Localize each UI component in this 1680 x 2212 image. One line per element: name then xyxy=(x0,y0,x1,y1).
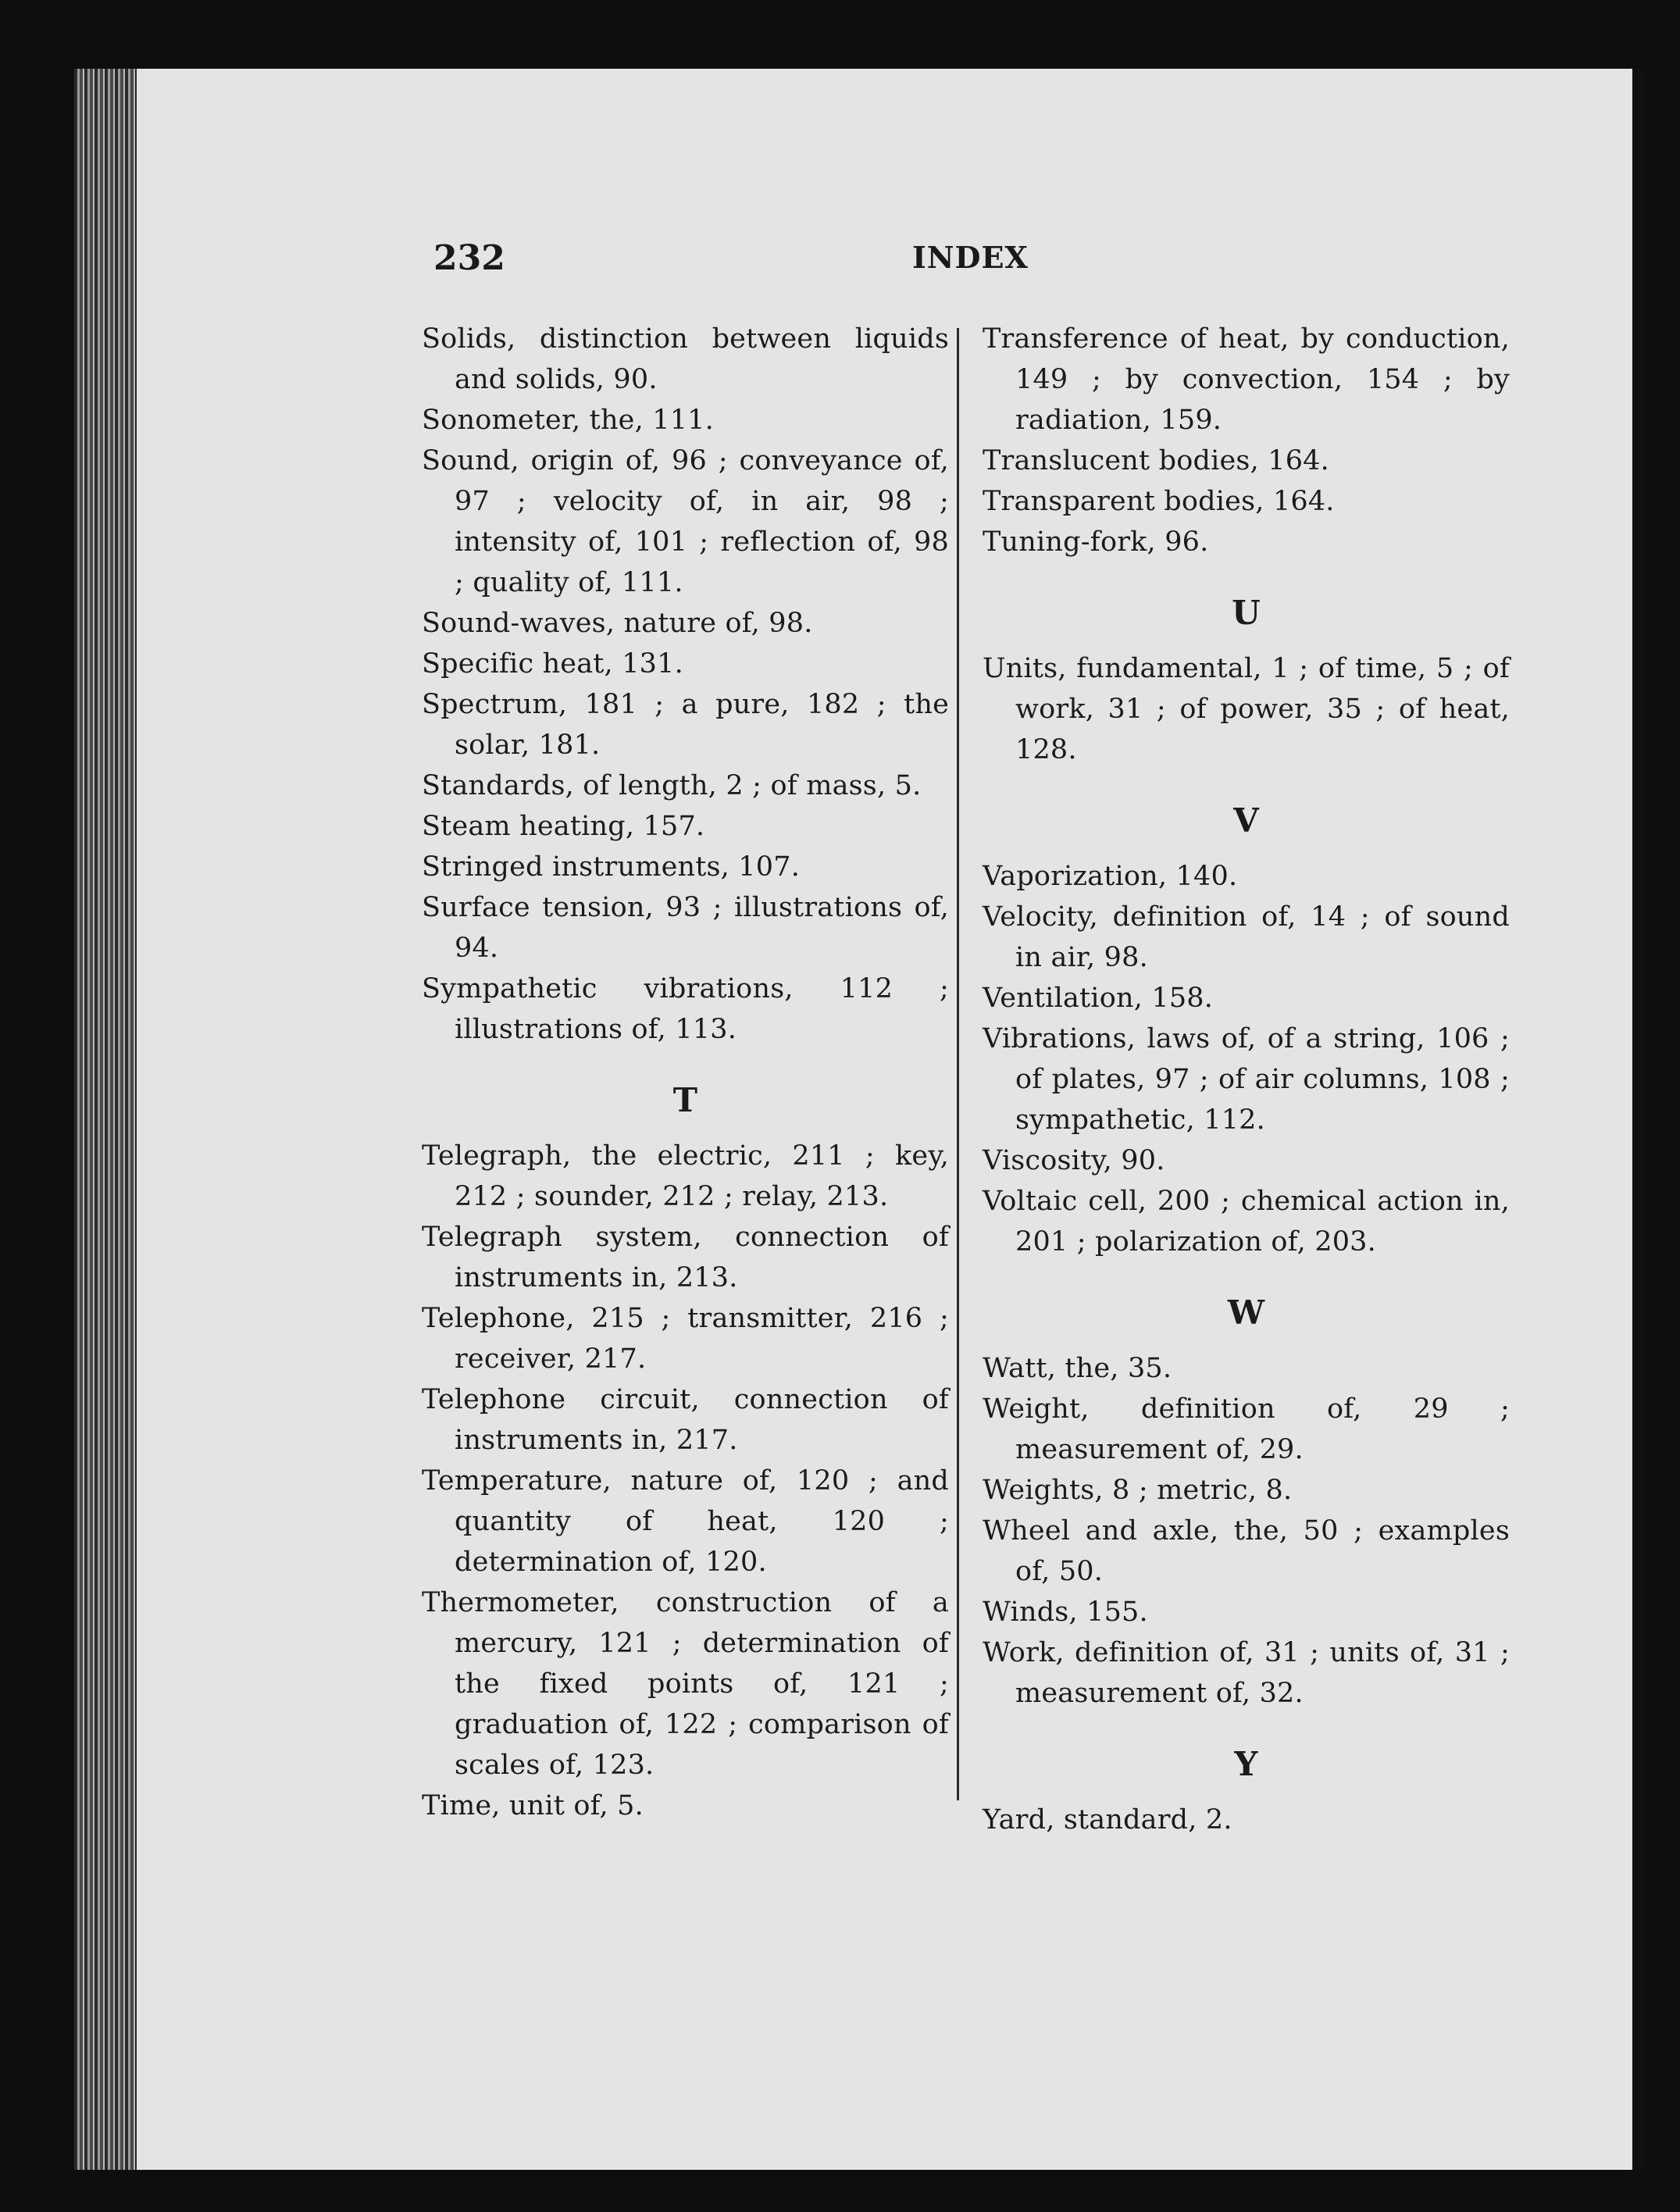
index-entry: Sound-waves, nature of, 98. xyxy=(422,608,813,639)
index-entry: Telegraph, the electric, 211 ; key, 212 ; sounder, 212 ; relay, 213. xyxy=(422,1140,949,1212)
index-entry: Units, fundamental, 1 ; of time, 5 ; of work, 31 ; of power, 35 ; of heat, 128. xyxy=(983,653,1510,765)
index-entry: Transparent bodies, 164. xyxy=(983,486,1335,517)
index-entry: Steam heating, 157. xyxy=(422,811,705,842)
letter-heading: V xyxy=(1233,801,1259,840)
index-entry: Transference of heat, by conduction, 149 ; by convection, 154 ; by radiation, 159. xyxy=(983,323,1510,436)
index-entry: Sympathetic vibrations, 112 ; illustrations of, 113. xyxy=(422,973,949,1045)
index-entry: Specific heat, 131. xyxy=(422,648,683,680)
index-entry: Solids, distinction between liquids and solids, 90. xyxy=(422,323,949,395)
index-entry: Temperature, nature of, 120 ; and quantity of heat, 120 ; determination of, 120. xyxy=(422,1465,949,1578)
index-entry: Stringed instruments, 107. xyxy=(422,851,801,883)
index-entry: Thermometer, construction of a mercury, 121 ; determination of the fixed points of, 121 ; graduation of, 122 ; comparison of scales of, 123. xyxy=(422,1587,949,1781)
book-binding xyxy=(74,69,144,2170)
index-entry: Tuning-fork, 96. xyxy=(983,526,1209,558)
index-entry: Telegraph system, connection of instruments in, 213. xyxy=(422,1222,949,1293)
index-column-right xyxy=(983,319,1510,1840)
index-entry: Ventilation, 158. xyxy=(983,983,1214,1014)
column-divider xyxy=(957,328,959,1800)
index-entry: Standards, of length, 2 ; of mass, 5. xyxy=(422,770,922,801)
index-entry: Sound, origin of, 96 ; conveyance of, 97 ; velocity of, in air, 98 ; intensity of, 101 ; reflection of, 98 ; quality of, 111. xyxy=(422,445,949,598)
letter-heading: W xyxy=(1227,1293,1265,1332)
index-entry: Yard, standard, 2. xyxy=(983,1804,1232,1836)
index-entry: Watt, the, 35. xyxy=(983,1353,1172,1384)
index-entry: Vibrations, laws of, of a string, 106 ; of plates, 97 ; of air columns, 108 ; sympathetic, 112. xyxy=(983,1023,1510,1136)
index-entry: Voltaic cell, 200 ; chemical action in, 201 ; polarization of, 203. xyxy=(983,1186,1510,1258)
index-entry: Telephone, 215 ; transmitter, 216 ; receiver, 217. xyxy=(422,1303,949,1375)
letter-heading: U xyxy=(1232,594,1261,632)
index-entry: Wheel and axle, the, 50 ; examples of, 50. xyxy=(983,1515,1510,1587)
index-entry: Weight, definition of, 29 ; measurement of, 29. xyxy=(983,1393,1510,1465)
page-number: 232 xyxy=(433,238,505,278)
index-entry: Translucent bodies, 164. xyxy=(983,445,1329,476)
index-entry: Spectrum, 181 ; a pure, 182 ; the solar, 181. xyxy=(422,689,949,761)
index-entry: Surface tension, 93 ; illustrations of, 94. xyxy=(422,892,949,964)
index-column-left xyxy=(422,319,949,1826)
page-edge-shadow xyxy=(1632,69,1643,2170)
running-head-title: INDEX xyxy=(912,240,1029,275)
index-entry: Viscosity, 90. xyxy=(983,1145,1165,1176)
index-entry: Vaporization, 140. xyxy=(983,861,1238,892)
letter-heading: T xyxy=(672,1081,698,1119)
index-entry: Weights, 8 ; metric, 8. xyxy=(983,1475,1293,1506)
index-entry: Winds, 155. xyxy=(983,1597,1148,1628)
index-entry: Velocity, definition of, 14 ; of sound in air, 98. xyxy=(983,901,1510,973)
index-entry: Telephone circuit, connection of instruments in, 217. xyxy=(422,1384,949,1456)
index-entry: Time, unit of, 5. xyxy=(422,1790,644,1821)
letter-heading: Y xyxy=(1234,1745,1258,1783)
index-entry: Work, definition of, 31 ; units of, 31 ; measurement of, 32. xyxy=(983,1637,1510,1709)
index-entry: Sonometer, the, 111. xyxy=(422,405,714,436)
